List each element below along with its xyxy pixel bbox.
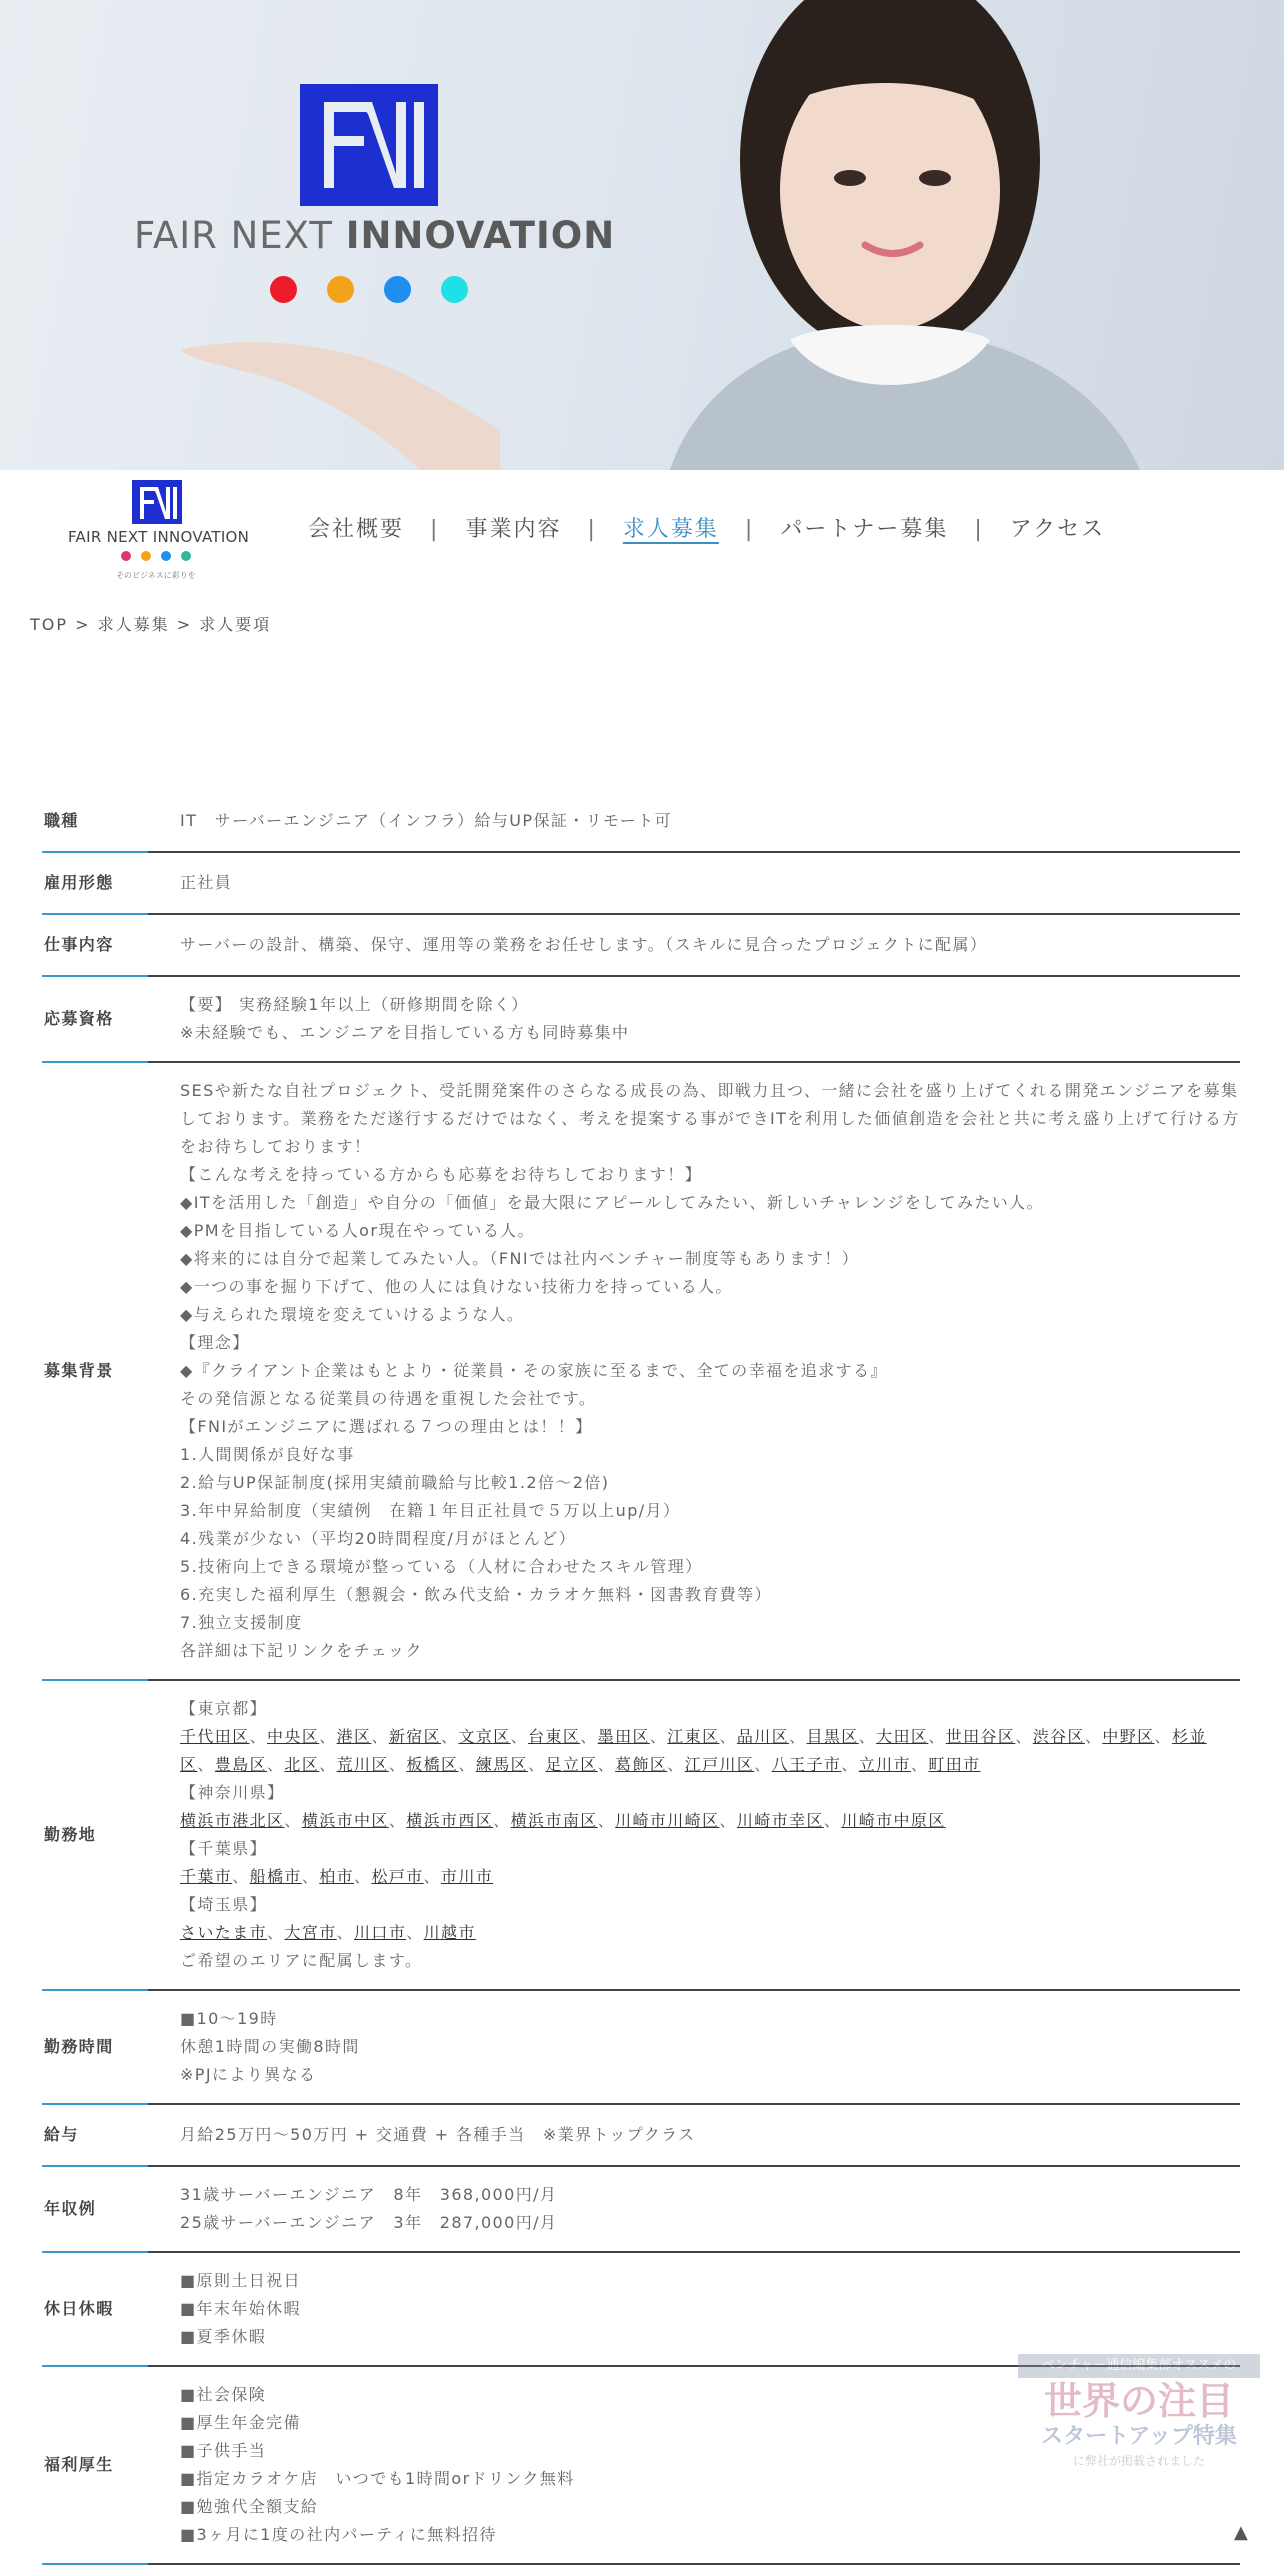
label-welfare: 福利厚生 xyxy=(42,2366,148,2564)
location-link[interactable]: 市川市 xyxy=(441,1867,494,1886)
hand-illustration xyxy=(170,320,500,470)
table-row xyxy=(42,790,1240,852)
background-line: 各詳細は下記リンクをチェック xyxy=(180,1641,423,1660)
background-line: 4.残業が少ない（平均20時間程度/月がほとんど） xyxy=(180,1529,577,1548)
location-separator: 、 xyxy=(458,1755,476,1774)
table-row xyxy=(42,1680,1240,1990)
welfare-line: ■指定カラオケ店 いつでも1時間orドリンク無料 xyxy=(180,2469,575,2488)
badge-main-text: 世界の注目 xyxy=(1043,2378,1234,2423)
model-photo xyxy=(560,0,1284,470)
table-row xyxy=(42,976,1240,1062)
location-note: ご希望のエリアに配属します。 xyxy=(180,1951,423,1970)
location-link[interactable]: 横浜市南区 xyxy=(510,1811,598,1830)
background-line: ◆PMを目指している人or現在やっている人。 xyxy=(180,1221,535,1240)
location-separator: 、 xyxy=(841,1755,859,1774)
location-chiba-heading: 【千葉県】 xyxy=(180,1839,268,1858)
value-background xyxy=(148,1062,1240,1680)
qualification-line: ※未経験でも、エンジニアを目指している方も同時募集中 xyxy=(180,1023,630,1042)
location-separator: 、 xyxy=(528,1755,546,1774)
red-dot xyxy=(270,276,297,303)
location-link[interactable]: 墨田区 xyxy=(597,1727,650,1746)
location-kanagawa-list xyxy=(180,1807,1240,1835)
location-separator: 、 xyxy=(197,1755,215,1774)
table-row xyxy=(42,1062,1240,1680)
location-separator: 、 xyxy=(858,1727,877,1746)
location-link[interactable]: 川崎市川崎区 xyxy=(615,1811,720,1830)
location-link[interactable]: 柏市 xyxy=(319,1867,355,1886)
location-link[interactable]: 横浜市中区 xyxy=(301,1811,389,1830)
table-row xyxy=(42,914,1240,976)
location-separator: 、 xyxy=(719,1811,737,1830)
value-salary: 月給25万円～50万円 + 交通費 + 各種手当 ※業界トップクラス xyxy=(148,2104,1240,2166)
location-link[interactable]: 品川区 xyxy=(736,1727,790,1746)
location-separator: 、 xyxy=(371,1727,389,1746)
location-link[interactable]: 台東区 xyxy=(528,1727,581,1746)
location-link[interactable]: 新宿区 xyxy=(388,1727,442,1746)
background-line: ◆ITを活用した「創造」や自分の「価値」を最大限にアピールしてみたい、新しいチャレンジをしてみたい人。 xyxy=(180,1193,1044,1212)
nav-business[interactable]: 事業内容 xyxy=(465,517,562,542)
location-link[interactable]: 江東区 xyxy=(667,1727,720,1746)
background-line: 1.人間関係が良好な事 xyxy=(180,1445,355,1464)
badge-sub-text: スタートアップ特集 xyxy=(1041,2424,1237,2449)
hours-line: ※PJにより異なる xyxy=(180,2065,317,2084)
header-logo[interactable] xyxy=(66,478,256,588)
location-separator: 、 xyxy=(354,1867,372,1886)
value-annual xyxy=(148,2166,1240,2252)
nav-separator: | xyxy=(744,517,755,542)
location-separator: 、 xyxy=(510,1727,529,1746)
label-position: 職種 xyxy=(42,790,148,852)
location-link[interactable]: 板橋区 xyxy=(406,1755,459,1774)
welfare-line: ■厚生年金完備 xyxy=(180,2413,301,2432)
location-separator: 、 xyxy=(388,1755,407,1774)
location-link[interactable]: さいたま市 xyxy=(180,1923,268,1942)
location-link[interactable]: 横浜市西区 xyxy=(406,1811,494,1830)
holiday-line: ■夏季休暇 xyxy=(180,2327,267,2346)
startup-feature-badge[interactable] xyxy=(1014,2336,1264,2486)
location-link[interactable]: 川崎市中原区 xyxy=(841,1811,946,1830)
value-location xyxy=(148,1680,1240,1990)
location-separator: 、 xyxy=(823,1811,842,1830)
welfare-line: ■勉強代全額支給 xyxy=(180,2497,319,2516)
cyan-dot xyxy=(441,276,468,303)
location-link[interactable]: 松戸市 xyxy=(371,1867,424,1886)
table-row xyxy=(42,852,1240,914)
nav-access[interactable]: アクセス xyxy=(1009,517,1106,542)
label-background: 募集背景 xyxy=(42,1062,148,1680)
hero-brand-first: FAIR NEXT xyxy=(134,214,333,257)
location-separator: 、 xyxy=(493,1811,511,1830)
location-separator: 、 xyxy=(423,1867,442,1886)
fni-logo-mark-icon xyxy=(300,84,438,206)
table-row xyxy=(42,2104,1240,2166)
location-separator: 、 xyxy=(336,1923,355,1942)
job-details-table xyxy=(42,790,1240,2565)
orange-dot xyxy=(327,276,354,303)
location-link[interactable]: 江戸川区 xyxy=(684,1755,755,1774)
location-saitama-list xyxy=(180,1919,1240,1947)
location-separator: 、 xyxy=(319,1755,337,1774)
location-separator: 、 xyxy=(1154,1727,1172,1746)
location-link[interactable]: 世田谷区 xyxy=(945,1727,1016,1746)
background-line: 【こんな考えを持っている方からも応募をお待ちしております！】 xyxy=(180,1165,703,1184)
location-separator: 、 xyxy=(910,1755,929,1774)
label-salary: 給与 xyxy=(42,2104,148,2166)
label-hours: 勤務時間 xyxy=(42,1990,148,2104)
blue-dot xyxy=(384,276,411,303)
location-separator: 、 xyxy=(441,1727,459,1746)
location-saitama-heading: 【埼玉県】 xyxy=(180,1895,268,1914)
location-link[interactable]: 豊島区 xyxy=(214,1755,268,1774)
badge-top-text: ベンチャー通信編集部オススメの xyxy=(1018,2354,1260,2378)
value-work: サーバーの設計、構築、保守、運用等の業務をお任せします。（スキルに見合ったプロジェクトに配属） xyxy=(148,914,1240,976)
back-to-top-icon[interactable]: ▲ xyxy=(1234,2522,1248,2543)
location-link[interactable]: 渋谷区 xyxy=(1032,1727,1085,1746)
location-link[interactable]: 足立区 xyxy=(545,1755,598,1774)
location-separator: 、 xyxy=(388,1811,407,1830)
breadcrumb-current: 求人要項 xyxy=(199,615,272,634)
table-row xyxy=(42,1990,1240,2104)
background-line: ◆与えられた環境を変えていけるような人。 xyxy=(180,1305,525,1324)
location-separator: 、 xyxy=(249,1727,268,1746)
location-separator: 、 xyxy=(319,1727,337,1746)
location-separator: 、 xyxy=(1084,1727,1103,1746)
location-separator: 、 xyxy=(284,1811,302,1830)
label-location: 勤務地 xyxy=(42,1680,148,1990)
location-link[interactable]: 葛飾区 xyxy=(615,1755,668,1774)
location-link[interactable]: 川越市 xyxy=(423,1923,476,1942)
background-line: 3.年中昇給制度（実績例 在籍１年目正社員で５万以上up/月） xyxy=(180,1501,681,1520)
nav-separator: | xyxy=(587,517,597,542)
breadcrumb xyxy=(30,612,271,635)
location-chiba-list xyxy=(180,1863,1240,1891)
breadcrumb-sep: > xyxy=(75,615,91,634)
main-nav xyxy=(308,512,1105,543)
location-separator: 、 xyxy=(267,1923,285,1942)
background-line: 6.充実した福利厚生（懇親会・飲み代支給・カラオケ無料・図書教育費等） xyxy=(180,1585,772,1604)
location-link[interactable]: 中野区 xyxy=(1102,1727,1155,1746)
value-employment: 正社員 xyxy=(148,852,1240,914)
location-link[interactable]: 杉並区 xyxy=(180,1727,1207,1774)
welfare-line: ■3ヶ月に1度の社内パーティに無料招待 xyxy=(180,2525,497,2544)
location-separator: 、 xyxy=(719,1727,737,1746)
background-line: 2.給与UP保証制度(採用実績前職給与比較1.2倍～2倍) xyxy=(180,1473,610,1492)
location-link[interactable]: 練馬区 xyxy=(475,1755,529,1774)
background-line: ◆将来的には自分で起業してみたい人。（FNIでは社内ベンチャー制度等もあります！） xyxy=(180,1249,860,1268)
location-link[interactable]: 千代田区 xyxy=(180,1727,250,1746)
annual-line: 25歳サーバーエンジニア 3年 287,000円/月 xyxy=(180,2213,558,2232)
hero-banner xyxy=(0,0,1284,470)
location-link[interactable]: 横浜市港北区 xyxy=(180,1811,285,1830)
location-separator: 、 xyxy=(232,1867,250,1886)
value-position: IT サーバーエンジニア（インフラ）給与UP保証・リモート可 xyxy=(148,790,1240,852)
hours-line: 休憩1時間の実働8時間 xyxy=(180,2037,360,2056)
location-link[interactable]: 立川市 xyxy=(858,1755,911,1774)
location-link[interactable]: 大田区 xyxy=(876,1727,929,1746)
label-qualification: 応募資格 xyxy=(42,976,148,1062)
nav-company[interactable]: 会社概要 xyxy=(308,517,405,542)
location-link[interactable]: 中央区 xyxy=(267,1727,320,1746)
location-separator: 、 xyxy=(754,1755,772,1774)
breadcrumb-recruit-link[interactable]: 求人募集 xyxy=(97,615,170,634)
location-kanagawa-heading: 【神奈川県】 xyxy=(180,1783,285,1802)
background-line: その発信源となる従業員の待遇を重視した会社です。 xyxy=(180,1389,597,1408)
location-separator: 、 xyxy=(597,1755,616,1774)
location-link[interactable]: 荒川区 xyxy=(336,1755,389,1774)
background-line: ◆『クライアント企業はもとより・従業員・その家族に至るまで、全ての幸福を追求する』 xyxy=(180,1361,888,1380)
header-logo-text: FAIR NEXT INNOVATION xyxy=(68,528,250,546)
location-separator: 、 xyxy=(580,1727,598,1746)
location-separator: 、 xyxy=(597,1811,616,1830)
welfare-line: ■子供手当 xyxy=(180,2441,267,2460)
hours-line: ■10～19時 xyxy=(180,2009,278,2028)
location-separator: 、 xyxy=(649,1727,668,1746)
background-line: 5.技術向上できる環境が整っている（人材に合わせたスキル管理） xyxy=(180,1557,703,1576)
location-tokyo-heading: 【東京都】 xyxy=(180,1699,268,1718)
background-line: SESや新たな自社プロジェクト、受託開発案件のさらなる成長の為、即戦力且つ、一緒に会社を盛り上げてくれる開発エンジニアを募集しております。業務をただ遂行するだけではなく、考えを提案する事ができITを利用した価値創造を会社と共に考え盛り上げて行ける方をお待ちしております！ xyxy=(180,1081,1240,1156)
label-employment: 雇用形態 xyxy=(42,852,148,914)
nav-separator: | xyxy=(974,517,984,542)
breadcrumb-top-link[interactable]: TOP xyxy=(30,615,69,634)
label-work: 仕事内容 xyxy=(42,914,148,976)
location-link[interactable]: 大宮市 xyxy=(284,1923,337,1942)
holiday-line: ■原則土日祝日 xyxy=(180,2271,301,2290)
location-link[interactable]: 千葉市 xyxy=(180,1867,233,1886)
location-link[interactable]: 北区 xyxy=(284,1755,320,1774)
label-annual: 年収例 xyxy=(42,2166,148,2252)
location-tokyo-list xyxy=(180,1723,1240,1779)
value-hours xyxy=(148,1990,1240,2104)
holiday-line: ■年末年始休暇 xyxy=(180,2299,301,2318)
nav-partner[interactable]: パートナー募集 xyxy=(780,517,949,542)
location-separator: 、 xyxy=(1015,1727,1033,1746)
location-separator: 、 xyxy=(928,1727,946,1746)
hero-brand-second: INNOVATION xyxy=(345,214,616,257)
location-link[interactable]: 八王子市 xyxy=(771,1755,842,1774)
location-separator: 、 xyxy=(301,1867,320,1886)
badge-bottom-text: に弊社が掲載されました xyxy=(1072,2454,1205,2468)
nav-separator: | xyxy=(430,517,440,542)
background-line: 【FNIがエンジニアに選ばれる７つの理由とは！！】 xyxy=(180,1417,593,1436)
location-separator: 、 xyxy=(406,1923,424,1942)
location-separator: 、 xyxy=(667,1755,685,1774)
background-line: 【理念】 xyxy=(180,1333,250,1352)
table-row xyxy=(42,2166,1240,2252)
location-link[interactable]: 船橋市 xyxy=(249,1867,302,1886)
hero-brand-wordmark xyxy=(134,214,615,257)
location-link[interactable]: 川口市 xyxy=(354,1923,407,1942)
label-holidays: 休日休暇 xyxy=(42,2252,148,2366)
qualification-line: 【要】 実務経験1年以上（研修期間を除く） xyxy=(180,995,529,1014)
breadcrumb-sep: > xyxy=(176,615,193,634)
header-logo-tagline: そのビジネスに彩りを xyxy=(116,571,196,580)
location-separator: 、 xyxy=(789,1727,807,1746)
background-line: ◆一つの事を掘り下げて、他の人には負けない技術力を持っている人。 xyxy=(180,1277,733,1296)
value-qualification xyxy=(148,976,1240,1062)
location-link[interactable]: 目黒区 xyxy=(806,1727,859,1746)
annual-line: 31歳サーバーエンジニア 8年 368,000円/月 xyxy=(180,2185,558,2204)
location-link[interactable]: 川崎市幸区 xyxy=(736,1811,824,1830)
location-link[interactable]: 文京区 xyxy=(458,1727,511,1746)
location-link[interactable]: 港区 xyxy=(336,1727,372,1746)
nav-recruit[interactable]: 求人募集 xyxy=(622,517,719,542)
welfare-line: ■社会保険 xyxy=(180,2385,267,2404)
background-line: 7.独立支援制度 xyxy=(180,1613,303,1632)
location-link[interactable]: 町田市 xyxy=(928,1755,981,1774)
hero-color-dots xyxy=(270,276,498,307)
location-separator: 、 xyxy=(267,1755,285,1774)
